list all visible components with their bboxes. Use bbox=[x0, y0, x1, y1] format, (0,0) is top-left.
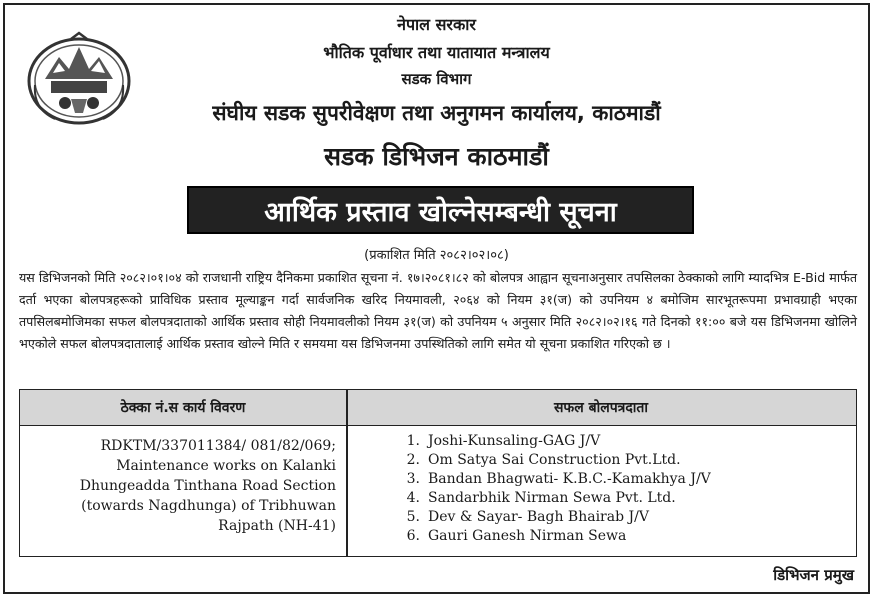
bidder-name: Om Satya Sai Construction Pvt.Ltd. bbox=[428, 452, 681, 468]
header-line-government: नेपाल सरकार bbox=[397, 15, 476, 34]
list-item bbox=[380, 527, 711, 546]
bidder-number: 1. bbox=[406, 433, 420, 449]
bidder-name: Sandarbhik Nirman Sewa Pvt. Ltd. bbox=[428, 490, 676, 506]
published-date: (प्रकाशित मिति २०८२।०२।०८) bbox=[364, 248, 509, 263]
header-line-office: संघीय सडक सुपरीवेक्षण तथा अनुगमन कार्यालय, काठमाडौं bbox=[212, 101, 661, 125]
list-item bbox=[380, 432, 711, 451]
column-divider bbox=[346, 390, 348, 556]
bidder-name: Gauri Ganesh Nirman Sewa bbox=[428, 528, 627, 544]
bidder-name: Bandan Bhagwati- K.B.C.-Kamakhya J/V bbox=[428, 471, 711, 487]
bidder-name: Dev & Sayar- Bagh Bhairab J/V bbox=[428, 509, 649, 525]
list-item bbox=[380, 489, 711, 508]
notice-body: यस डिभिजनको मिति २०८२।०१।०४ को राजधानी राष्ट्रिय दैनिकमा प्रकाशित सूचना नं. १७।२०८१।८२ को बोलपत्र आह्वान सूचनाअनुसार तपसिलका ठेक्काको लागि म्यादभित्र E-Bid मार्फत दर्ता भएका बोलपत्रहरूको प्राविधिक प्रस्ताव मूल्याङ्कन गर्दा सार्वजनिक खरिद नियमावली, २०६४ को नियम ३१(ज) को उपनियम ४ बमोजिम सारभूतरूपमा प्रभावग्राही भएका तपसिलबमोजिमका सफल बोलपत्रदाताको आर्थिक प्रस्ताव सोही नियमावलीको नियम ३१(ज) को उपनियम ५ अनुसार मिति २०८२।०२।१६ गते दिनको ११:०० बजे यस डिभिजनमा खोलिने भएकोले सफल बोलपत्रदातालाई आर्थिक प्रस्ताव खोल्ने मिति र समयमा यस डिभिजनमा उपस्थितिको लागि समेत यो सूचना प्रकाशित गरिएको छ । bbox=[19, 270, 857, 351]
list-item bbox=[380, 470, 711, 489]
work-line: Maintenance works on Kalanki bbox=[116, 458, 336, 474]
work-line: (towards Nagdhunga) of Tribhuwan bbox=[81, 498, 336, 514]
work-line: Rajpath (NH-41) bbox=[218, 518, 336, 534]
table-header-work: ठेक्का नं.स कार्य विवरण bbox=[120, 399, 246, 416]
bidder-number: 2. bbox=[406, 452, 420, 468]
work-line: RDKTM/337011384/ 081/82/069; bbox=[100, 438, 336, 454]
bidder-name: Joshi-Kunsaling-GAG J/V bbox=[428, 433, 601, 449]
work-line: Dhungeadda Tinthana Road Section bbox=[79, 478, 336, 494]
notice-page bbox=[3, 3, 870, 594]
header-line-ministry: भौतिक पूर्वाधार तथा यातायात मन्त्रालय bbox=[323, 43, 550, 62]
bidder-number: 3. bbox=[406, 471, 420, 487]
bidder-number: 5. bbox=[406, 509, 420, 525]
table-header bbox=[20, 390, 856, 426]
work-description bbox=[26, 436, 336, 536]
bidders-table bbox=[19, 389, 857, 557]
signature-title: डिभिजन प्रमुख bbox=[773, 566, 854, 584]
bidder-number: 6. bbox=[406, 528, 420, 544]
notice-title: आर्थिक प्रस्ताव खोल्नेसम्बन्धी सूचना bbox=[187, 186, 694, 234]
header-line-division: सडक डिभिजन काठमाडौं bbox=[324, 142, 549, 171]
table-header-bidders: सफल बोलपत्रदाता bbox=[553, 399, 649, 416]
bidder-number: 4. bbox=[406, 490, 420, 506]
bidder-list bbox=[380, 432, 711, 546]
list-item bbox=[380, 508, 711, 527]
header-line-department: सडक विभाग bbox=[401, 70, 472, 88]
list-item bbox=[380, 451, 711, 470]
